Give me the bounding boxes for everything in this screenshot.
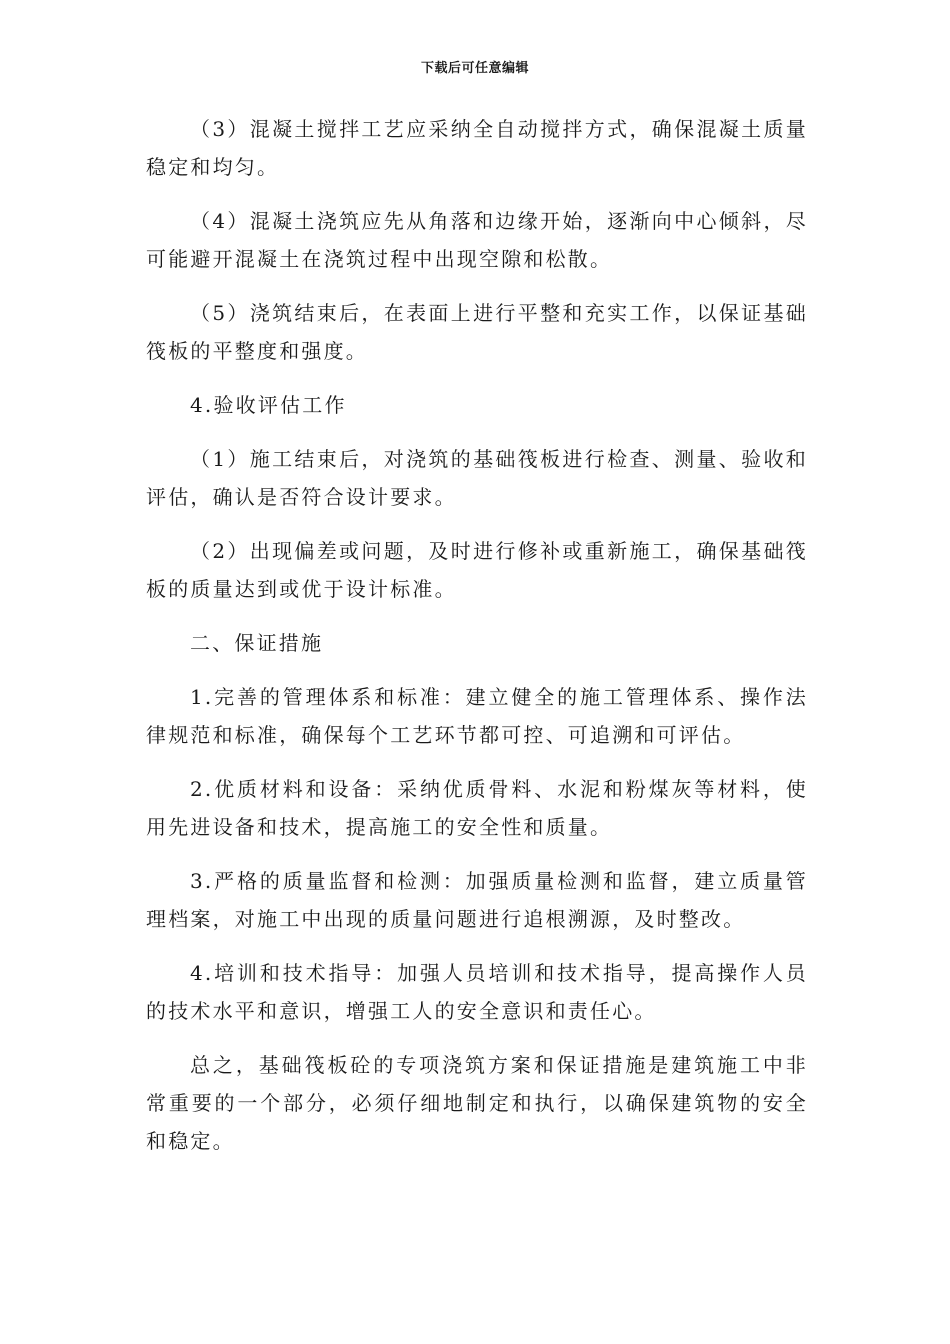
paragraph-measure-2: 2.优质材料和设备：采纳优质骨料、水泥和粉煤灰等材料，使用先进设备和技术，提高施工的安全性和质量。 bbox=[146, 777, 808, 839]
paragraph-step-4: （4）混凝土浇筑应先从角落和边缘开始，逐渐向中心倾斜，尽可能避开混凝土在浇筑过程中出现空隙和松散。 bbox=[146, 209, 808, 271]
paragraph-step-3: （3）混凝土搅拌工艺应采纳全自动搅拌方式，确保混凝土质量稳定和均匀。 bbox=[146, 117, 808, 179]
paragraph-measure-3: 3.严格的质量监督和检测：加强质量检测和监督，建立质量管理档案，对施工中出现的质量问题进行追根溯源，及时整改。 bbox=[146, 869, 808, 931]
section-heading-acceptance: 4.验收评估工作 bbox=[190, 393, 347, 417]
paragraph-acceptance-1: （1）施工结束后，对浇筑的基础筏板进行检查、测量、验收和评估，确认是否符合设计要求。 bbox=[146, 447, 808, 509]
paragraph-measure-4: 4.培训和技术指导：加强人员培训和技术指导，提高操作人员的技术水平和意识，增强工人的安全意识和责任心。 bbox=[146, 961, 808, 1023]
paragraph-measure-1: 1.完善的管理体系和标准：建立健全的施工管理体系、操作法律规范和标准，确保每个工艺环节都可控、可追溯和可评估。 bbox=[146, 685, 808, 747]
paragraph-acceptance-2: （2）出现偏差或问题，及时进行修补或重新施工，确保基础筏板的质量达到或优于设计标准。 bbox=[146, 539, 808, 601]
page-header: 下载后可任意编辑 bbox=[420, 61, 529, 76]
paragraph-conclusion: 总之，基础筏板砼的专项浇筑方案和保证措施是建筑施工中非常重要的一个部分，必须仔细地制定和执行，以确保建筑物的安全和稳定。 bbox=[146, 1053, 808, 1153]
paragraph-step-5: （5）浇筑结束后，在表面上进行平整和充实工作，以保证基础筏板的平整度和强度。 bbox=[146, 301, 808, 363]
document-body bbox=[146, 110, 808, 1176]
section-heading-guarantee: 二、保证措施 bbox=[190, 631, 324, 655]
